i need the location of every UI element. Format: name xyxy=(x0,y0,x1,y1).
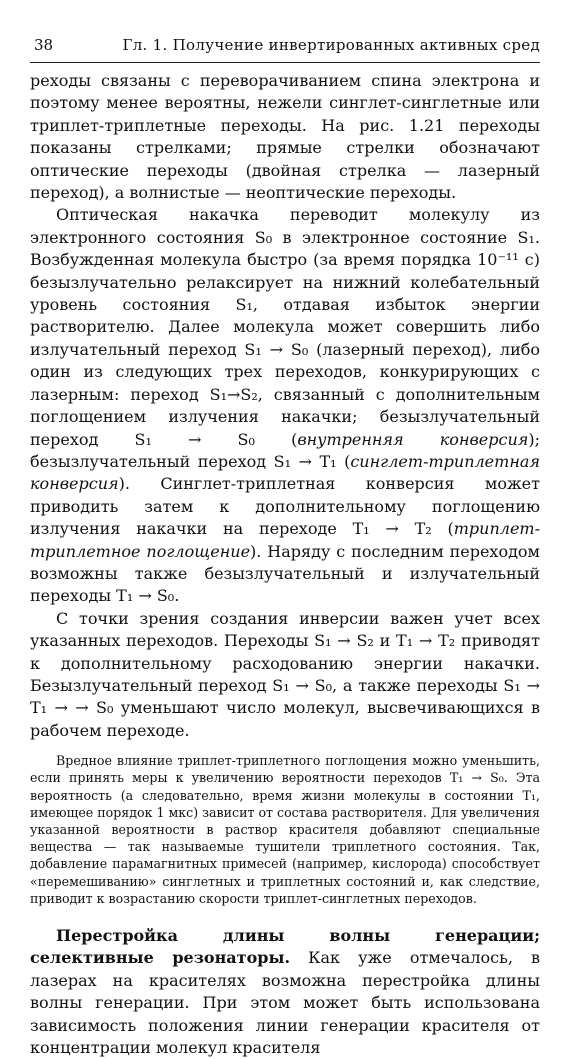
text-run: ). Наряду с последним переходом возможны также безызлучательный и излучательный переходы T₁ → S₀. xyxy=(30,541,541,606)
paragraph-small-note: Вредное влияние триплет-триплетного поглощения можно уменьшить, если принять меры к увеличению вероятности переходов T₁ → S₀. Эта вероятность (а следовательно, время жизни молекулы в состоянии T₁, имеющее порядок 1 мкс) зависит от состава растворителя. Для увеличения указанной вероятности в раствор красителя добавляют специальные вещества — так называемые тушители триплетного состояния. Так, добавление парамагнитных примесей (например, кислорода) способствует «перемешиванию» синглетных и триплетных состояний и, как следствие, приводит к возрастанию скорости триплет-синглетных переходов. xyxy=(30,753,540,906)
page-body xyxy=(30,70,540,1059)
page-header xyxy=(30,36,540,58)
paragraph-optical-pumping xyxy=(30,204,540,607)
text-run: Оптическая накачка переводит молекулу из электронного состояния S₀ в электронное состояние S₁. Возбужденная молекула быстро (за время порядка 10⁻¹¹ с) безызлучательно релаксирует на нижний колебательный уровень состояния S₁, отдавая избыток энергии растворителю. Далее молекула может совершить либо излучательный переход S₁ → S₀ (лазерный переход), либо один из следующих трех переходов, конкурирующих с лазерным: переход S₁→S₂, связанный с дополнительным поглощением излучения накачки; безызлучательный переход S₁ → S₀ ( xyxy=(30,205,541,449)
section-heading: Перестройка длины волны генерации; селективные резонаторы. xyxy=(30,926,540,968)
term-intersystem-conversion: синглет-триплетная конверсия xyxy=(30,451,540,494)
term-internal-conversion: внутренняя конверсия xyxy=(297,429,529,449)
paragraph-continuation: реходы связаны с переворачиванием спина электрона и поэтому менее вероятны, нежели синглет-синглетные или триплет-триплетные переходы. На рис. 1.21 переходы показаны стрелками; прямые стрелки обозначают оптические переходы (двойная стрелка — лазерный переход), а волнистые — неоптические переходы. xyxy=(30,71,540,203)
text-run: Как уже отмечалось, в лазерах на красителях возможна перестройка длины волны генерации. При этом может быть использована зависимость положения линии генерации красителя от концентрации молекул красителя xyxy=(30,948,540,1058)
paragraph-tuning xyxy=(30,925,540,1059)
paragraph-inversion: С точки зрения создания инверсии важен учет всех указанных переходов. Переходы S₁ → S₂ и T₁ → T₂ приводят к дополнительному расходованию энергии накачки. Безызлучательный переход S₁ → S₀, а также переходы S₁ → T₁ → → S₀ уменьшают число молекул, высвечивающихся в рабочем переходе. xyxy=(30,608,540,740)
header-divider xyxy=(30,62,540,63)
page-number: 38 xyxy=(34,36,54,54)
text-run: ); безызлучательный переход S₁ → T₁ ( xyxy=(30,429,541,471)
term-triplet-absorption: триплет-триплетное поглощение xyxy=(30,519,540,561)
running-title: Гл. 1. Получение инвертированных активных сред xyxy=(122,36,540,54)
text-run: ). Синглет-триплетная конверсия может приводить затем к дополнительному поглощению излучения накачки на переходе T₁ → T₂ ( xyxy=(30,474,540,539)
